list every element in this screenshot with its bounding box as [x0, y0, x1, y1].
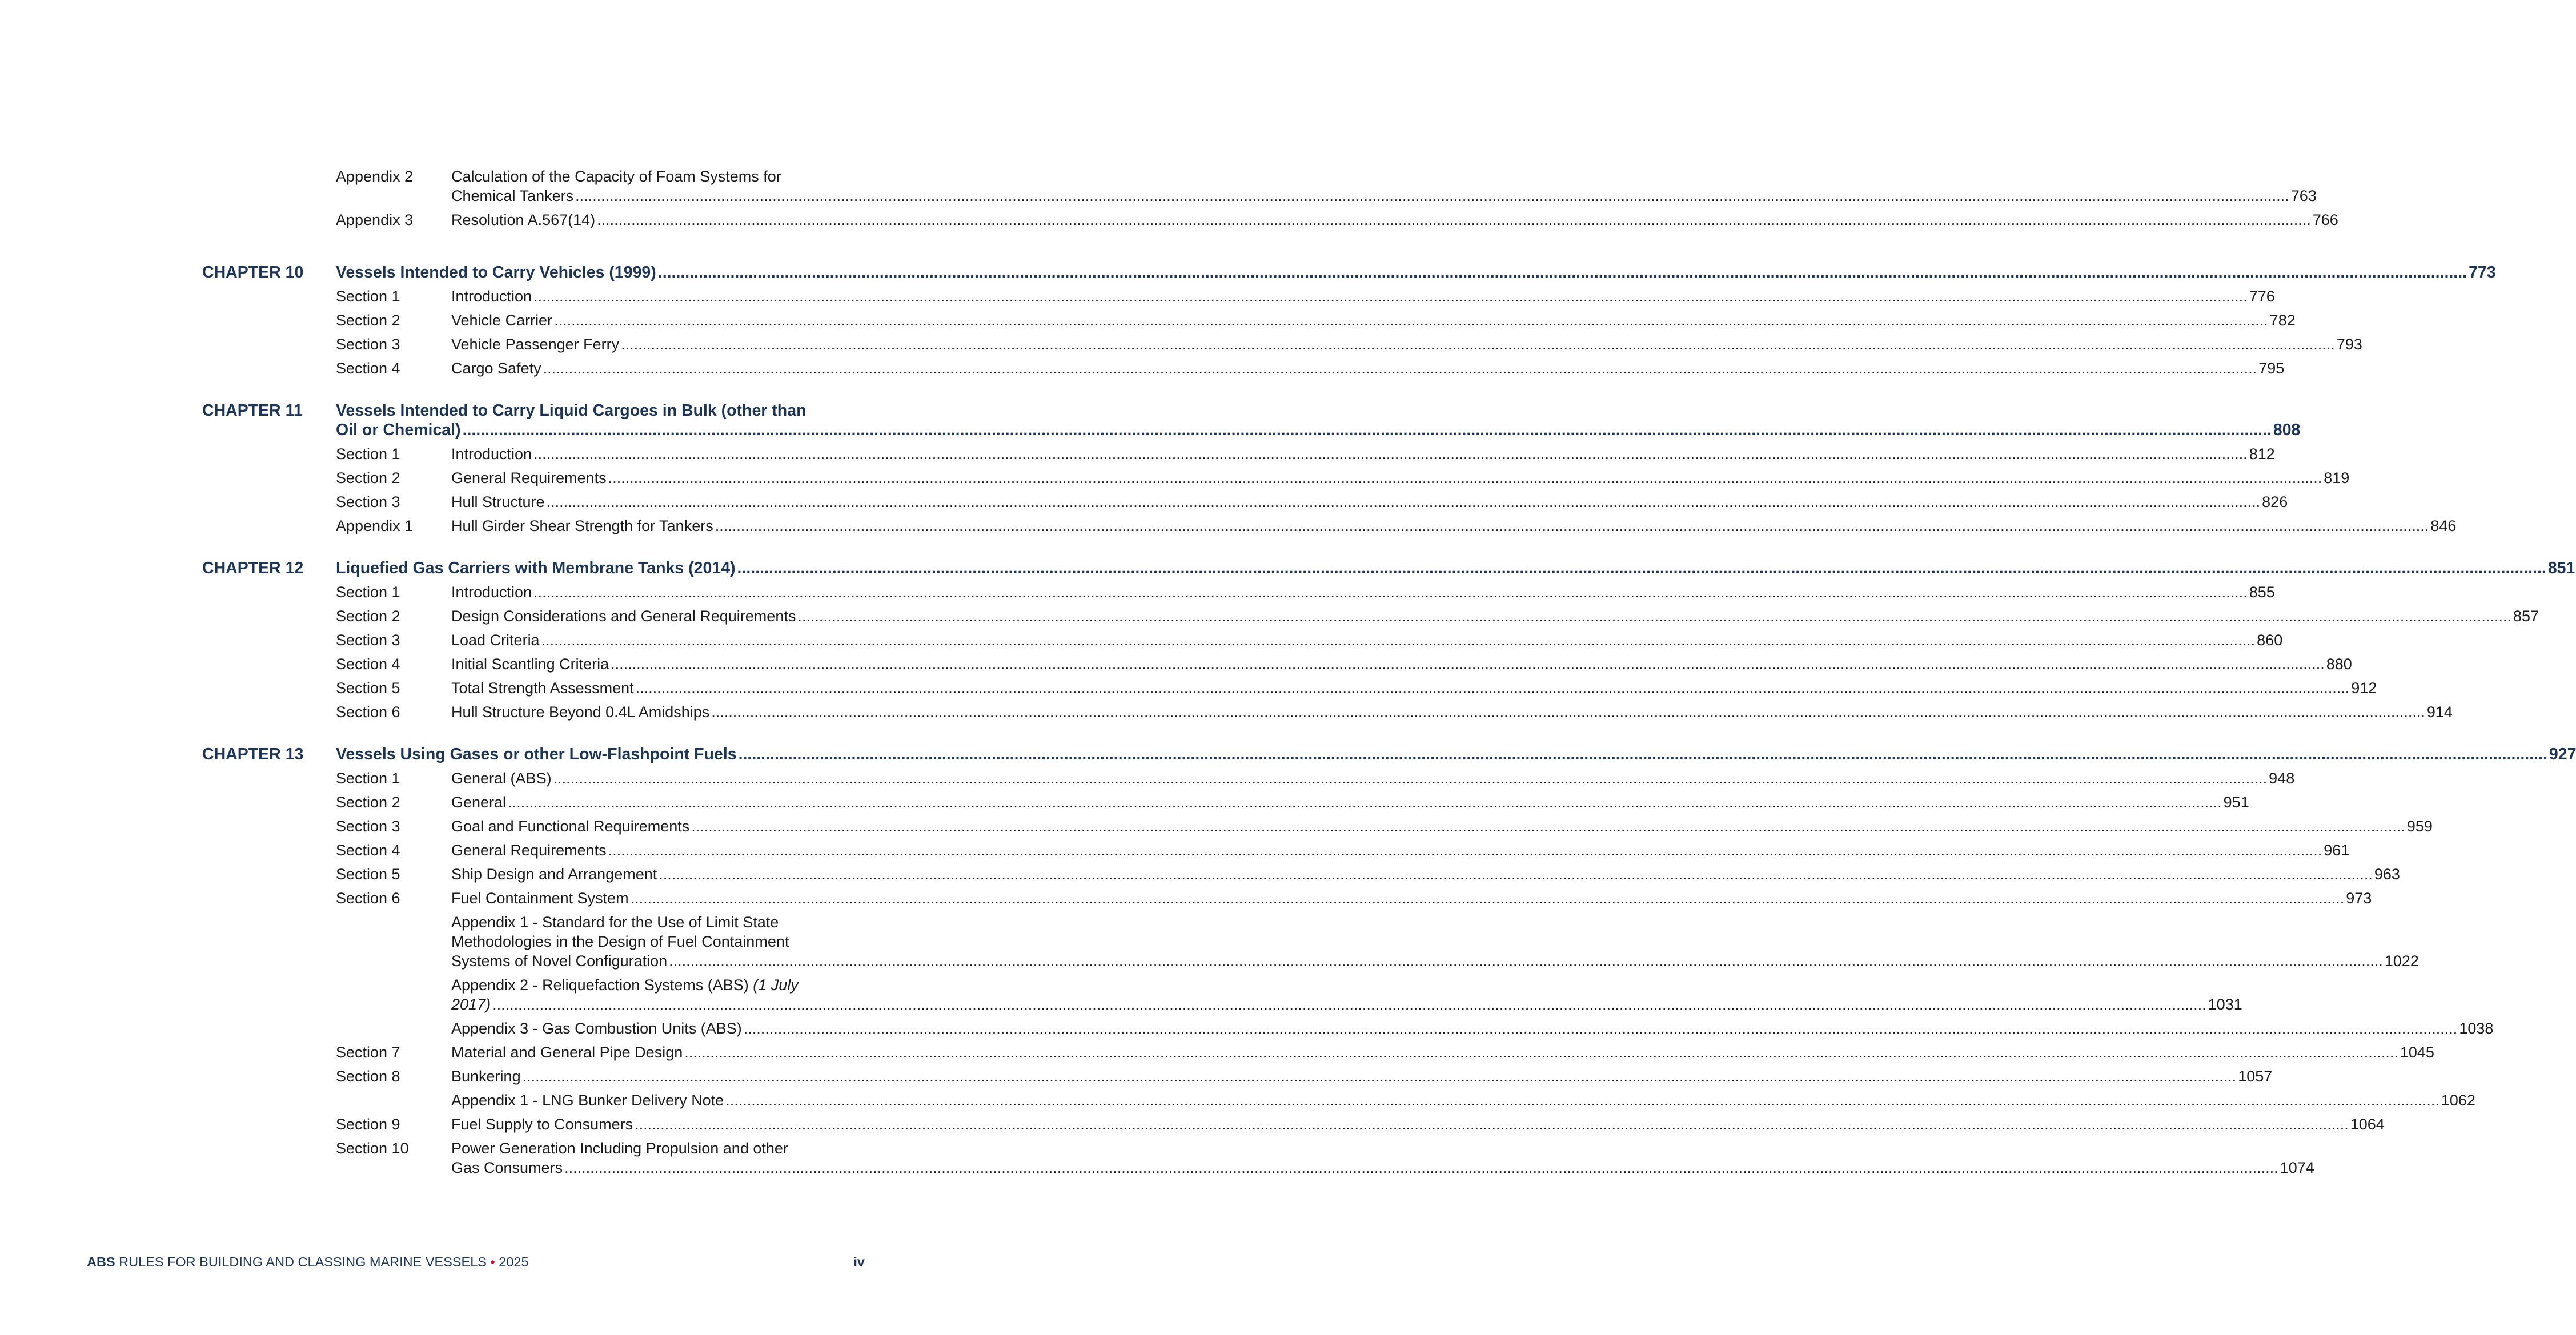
entry-title-last: Appendix 1 - LNG Bunker Delivery Note: [451, 1092, 724, 1109]
entry-page-number: 1038: [2459, 1020, 2494, 1037]
dot-leader: ................................................................................................................................................................................................................................................................................................................................................................................................................: [553, 770, 2268, 787]
entry-title-last: General Requirements: [451, 842, 607, 859]
toc-entry[interactable]: [336, 359, 2285, 378]
toc-leader-line: [451, 654, 2352, 674]
chapter-block: [202, 558, 2575, 722]
entry-title-last: Initial Scantling Criteria: [451, 656, 609, 673]
toc-entry[interactable]: [336, 468, 2350, 488]
entry-title: [451, 678, 2377, 698]
dot-leader: ................................................................................................................................................................................................................................................................................................................................................................................................................: [541, 632, 2256, 649]
toc-leader-line: [451, 1158, 2314, 1177]
toc-leader-line: [451, 311, 2296, 330]
toc-entry[interactable]: [336, 975, 2242, 1014]
chapter-label: CHAPTER 13: [202, 745, 304, 763]
toc-leader-line: [451, 359, 2285, 378]
entry-title: [451, 793, 2249, 812]
entry-title: [451, 1139, 2314, 1177]
entry-title-last: Ship Design and Arrangement: [451, 866, 657, 883]
toc-leader-line: [451, 582, 2275, 602]
entry-title-note: (1 July: [753, 976, 799, 994]
entry-title: [451, 975, 2242, 1014]
entry-label: Appendix 1: [336, 517, 414, 534]
footer-doc-title: RULES FOR BUILDING AND CLASSING MARINE VESSELS: [119, 1254, 487, 1269]
dot-leader: ................................................................................................................................................................................................................................................................................................................................................................................................................: [743, 1020, 2458, 1037]
chapter-label: CHAPTER 12: [202, 559, 304, 577]
dot-leader: ................................................................................................................................................................................................................................................................................................................................................................................................................: [575, 187, 2289, 204]
toc-leader-line: [451, 516, 2457, 536]
toc-leader-line: [451, 769, 2295, 788]
footer-bullet: •: [490, 1254, 495, 1269]
entry-page-number: 855: [2249, 584, 2275, 601]
chapter-title: [336, 558, 2575, 578]
entry-title-last: Vessels Intended to Carry Vehicles (1999): [336, 263, 656, 282]
entry-page-number: 951: [2223, 794, 2249, 811]
toc-entry[interactable]: [336, 444, 2275, 464]
entry-title-last: Hull Structure Beyond 0.4L Amidships: [451, 703, 710, 721]
dot-leader: ................................................................................................................................................................................................................................................................................................................................................................................................................: [611, 656, 2325, 673]
dot-leader: ................................................................................................................................................................................................................................................................................................................................................................................................................: [462, 421, 2272, 439]
entry-title-last: Introduction: [451, 445, 532, 463]
entry-label: Section 1: [336, 288, 400, 305]
dot-leader: ................................................................................................................................................................................................................................................................................................................................................................................................................: [635, 1116, 2349, 1133]
entry-title: [451, 210, 2338, 230]
footer-title: [87, 1254, 529, 1270]
dot-leader: ................................................................................................................................................................................................................................................................................................................................................................................................................: [608, 842, 2322, 859]
entry-page-number: 826: [2262, 493, 2288, 510]
toc-leader-line: [336, 420, 2301, 440]
entry-title: [451, 630, 2283, 650]
entry-page-number: 766: [2312, 211, 2338, 228]
toc-entry[interactable]: [336, 1043, 2434, 1062]
dot-leader: ................................................................................................................................................................................................................................................................................................................................................................................................................: [659, 866, 2373, 883]
toc-leader-line: [451, 492, 2288, 512]
entry-page-number: 961: [2324, 842, 2350, 859]
entry-title-last: Resolution A.567(14): [451, 211, 596, 228]
entry-title-last: Liquefied Gas Carriers with Membrane Tanks (2014): [336, 559, 736, 577]
entry-label: Section 3: [336, 818, 400, 835]
dot-leader: ................................................................................................................................................................................................................................................................................................................................................................................................................: [533, 445, 2248, 463]
toc-leader-line: [451, 817, 2433, 836]
chapter-label: CHAPTER 11: [202, 401, 303, 420]
toc-leader-line: [451, 793, 2249, 812]
toc-entry[interactable]: [336, 1091, 2475, 1110]
entry-title: [451, 841, 2350, 860]
dot-leader: ................................................................................................................................................................................................................................................................................................................................................................................................................: [725, 1092, 2439, 1109]
toc-entry[interactable]: [336, 606, 2539, 626]
chapter-heading[interactable]: [202, 263, 2496, 282]
toc-entry[interactable]: [336, 793, 2249, 812]
toc-entry[interactable]: [336, 841, 2350, 860]
entry-title: [451, 1019, 2494, 1038]
dot-leader: ................................................................................................................................................................................................................................................................................................................................................................................................................: [533, 288, 2248, 305]
dot-leader: ................................................................................................................................................................................................................................................................................................................................................................................................................: [492, 996, 2206, 1013]
table-of-contents: [202, 162, 2576, 1200]
dot-leader: ................................................................................................................................................................................................................................................................................................................................................................................................................: [522, 1068, 2237, 1085]
entry-label: Section 7: [336, 1044, 400, 1061]
dot-leader: ................................................................................................................................................................................................................................................................................................................................................................................................................: [691, 818, 2405, 835]
dot-leader: ................................................................................................................................................................................................................................................................................................................................................................................................................: [564, 1159, 2278, 1176]
toc-leader-line: [451, 1091, 2475, 1110]
toc-entry[interactable]: [336, 287, 2275, 306]
entry-label: Section 3: [336, 632, 400, 649]
dot-leader: ................................................................................................................................................................................................................................................................................................................................................................................................................: [554, 312, 2268, 329]
entry-page-number: 959: [2406, 818, 2433, 835]
entry-list: [202, 167, 2338, 230]
dot-leader: ................................................................................................................................................................................................................................................................................................................................................................................................................: [737, 559, 2546, 577]
entry-title-last: Oil or Chemical): [336, 421, 461, 439]
entry-page-number: 1045: [2400, 1044, 2434, 1061]
entry-title-line: Calculation of the Capacity of Foam Systems for: [451, 168, 781, 185]
entry-label: Section 2: [336, 794, 400, 811]
chapter-heading[interactable]: [202, 745, 2576, 764]
toc-leader-line: [451, 678, 2377, 698]
entry-title-last: General: [451, 794, 507, 811]
entry-title: [451, 311, 2296, 330]
toc-leader-line: [451, 1115, 2385, 1134]
entry-title-last: Gas Consumers: [451, 1159, 563, 1176]
entry-title-last: Vehicle Carrier: [451, 312, 553, 329]
entry-page-number: 973: [2346, 890, 2372, 907]
entry-label: Section 3: [336, 336, 400, 353]
entry-title: [451, 1115, 2385, 1134]
entry-page-number: 819: [2324, 469, 2350, 486]
chapter-title: [336, 745, 2576, 764]
page-number: iv: [853, 1254, 865, 1269]
entry-title: [451, 817, 2433, 836]
entry-label: Section 2: [336, 469, 400, 486]
entry-label: Section 8: [336, 1068, 400, 1085]
entry-list: [202, 444, 2457, 536]
toc-leader-line: [451, 210, 2338, 230]
entry-title-last: Hull Structure: [451, 493, 545, 510]
entry-title: [451, 444, 2275, 464]
toc-leader-line: [451, 606, 2539, 626]
page-footer: [87, 1254, 865, 1270]
entry-title-last: Total Strength Assessment: [451, 679, 634, 697]
entry-page-number: 1022: [2384, 952, 2419, 970]
toc-entry[interactable]: [336, 678, 2377, 698]
entry-page-number: 860: [2257, 632, 2283, 649]
chapter-block: [202, 263, 2496, 378]
entry-page-number: 846: [2430, 517, 2457, 534]
entry-title-last: Introduction: [451, 584, 532, 601]
entry-page-number: 1064: [2350, 1116, 2385, 1133]
entry-title: [451, 864, 2400, 884]
entry-title-last: Introduction: [451, 288, 532, 305]
toc-leader-line: [451, 1067, 2273, 1086]
entry-list: [202, 582, 2539, 722]
entry-label: Section 1: [336, 770, 400, 787]
entry-page-number: 793: [2336, 336, 2362, 353]
toc-entry[interactable]: [336, 1139, 2314, 1177]
entry-title: [451, 582, 2275, 602]
dot-leader: ................................................................................................................................................................................................................................................................................................................................................................................................................: [546, 493, 2261, 510]
entry-title-last: Design Considerations and General Requirements: [451, 608, 796, 625]
entry-page-number: 857: [2513, 608, 2539, 625]
entry-page-number: 914: [2426, 703, 2453, 721]
entry-page-number: 763: [2290, 187, 2317, 204]
entry-title-line: Appendix 1 - Standard for the Use of Limit State: [451, 914, 779, 931]
dot-leader: ................................................................................................................................................................................................................................................................................................................................................................................................................: [597, 211, 2311, 228]
toc-leader-line: [451, 630, 2283, 650]
entry-page-number: 812: [2249, 445, 2275, 463]
toc-leader-line: [451, 864, 2400, 884]
entry-page-number: 948: [2269, 770, 2295, 787]
entry-page-number: 963: [2374, 866, 2400, 883]
toc-leader-line: [451, 1043, 2434, 1062]
entry-page-number: 851: [2547, 559, 2575, 577]
entry-label: Section 1: [336, 445, 400, 463]
entry-title-line: Vessels Intended to Carry Liquid Cargoes in Bulk (other than: [336, 401, 806, 420]
entry-title-last: Chemical Tankers: [451, 187, 574, 204]
toc-entry[interactable]: [336, 311, 2296, 330]
entry-title-last: Bunkering: [451, 1068, 521, 1085]
toc-entry[interactable]: [336, 492, 2288, 512]
toc-entry[interactable]: [336, 167, 2317, 206]
toc-entry[interactable]: [336, 912, 2419, 971]
toc-leader-line: [451, 702, 2453, 722]
dot-leader: ................................................................................................................................................................................................................................................................................................................................................................................................................: [533, 584, 2248, 601]
toc-leader-line: [451, 995, 2242, 1014]
entry-title-last: General Requirements: [451, 469, 607, 486]
entry-label: Section 3: [336, 493, 400, 510]
entry-title-text: Appendix 2 - Reliquefaction Systems (ABS): [451, 976, 753, 994]
dot-leader: ................................................................................................................................................................................................................................................................................................................................................................................................................: [635, 679, 2350, 697]
toc-entry[interactable]: [336, 654, 2352, 674]
entry-label: Section 4: [336, 360, 400, 377]
toc-leader-line: [336, 558, 2575, 578]
entry-title: [451, 287, 2275, 306]
entry-title: [451, 516, 2457, 536]
toc-entry[interactable]: [336, 582, 2275, 602]
continued-entries: [202, 167, 2338, 230]
entry-label: Section 2: [336, 312, 400, 329]
entry-label: Section 6: [336, 890, 400, 907]
entry-title: [451, 167, 2317, 206]
entry-title: [451, 1091, 2475, 1110]
toc-entry[interactable]: [336, 1067, 2273, 1086]
toc-entry[interactable]: [336, 817, 2433, 836]
toc-leader-line: [451, 186, 2317, 206]
footer-brand: ABS: [87, 1254, 115, 1269]
entry-page-number: 880: [2326, 656, 2352, 673]
dot-leader: ................................................................................................................................................................................................................................................................................................................................................................................................................: [657, 263, 2467, 282]
toc-leader-line: [451, 335, 2362, 354]
entry-title-last: Vehicle Passenger Ferry: [451, 336, 620, 353]
entry-page-number: 912: [2351, 679, 2377, 697]
entry-title-last: [451, 995, 491, 1014]
entry-title: [451, 335, 2362, 354]
entry-title-line: Methodologies in the Design of Fuel Containment: [451, 933, 789, 950]
toc-leader-line: [336, 263, 2496, 282]
entry-title-last: Material and General Pipe Design: [451, 1044, 683, 1061]
toc-entry[interactable]: [336, 210, 2338, 230]
entry-title: [451, 769, 2295, 788]
entry-page-number: 795: [2258, 360, 2285, 377]
entry-title-note: 2017): [451, 996, 491, 1013]
toc-leader-line: [451, 841, 2350, 860]
entry-title: [451, 1043, 2434, 1062]
toc-entry[interactable]: [336, 1115, 2385, 1134]
dot-leader: ................................................................................................................................................................................................................................................................................................................................................................................................................: [630, 890, 2345, 907]
entry-label: Section 2: [336, 608, 400, 625]
dot-leader: ................................................................................................................................................................................................................................................................................................................................................................................................................: [684, 1044, 2398, 1061]
entry-page-number: 782: [2269, 312, 2296, 329]
entry-title-last: Fuel Containment System: [451, 890, 629, 907]
chapter-block: [202, 401, 2457, 536]
entry-label: Section 5: [336, 866, 400, 883]
entry-title: [451, 468, 2350, 488]
entry-page-number: 927: [2549, 745, 2576, 763]
entry-label: Section 9: [336, 1116, 400, 1133]
entry-label: Section 6: [336, 703, 400, 721]
toc-leader-line: [451, 1019, 2494, 1038]
entry-label: Appendix 2: [336, 168, 414, 185]
entry-title-last: Goal and Functional Requirements: [451, 818, 690, 835]
entry-page-number: 1074: [2280, 1159, 2314, 1176]
entry-title-last: Fuel Supply to Consumers: [451, 1116, 633, 1133]
toc-entry[interactable]: [336, 864, 2400, 884]
toc-entry[interactable]: [336, 769, 2295, 788]
chapter-title: [336, 263, 2496, 282]
entry-list: [202, 769, 2494, 1177]
toc-entry[interactable]: [336, 516, 2457, 536]
chapter-heading[interactable]: [202, 558, 2575, 578]
chapter-label: CHAPTER 10: [202, 263, 304, 282]
dot-leader: ................................................................................................................................................................................................................................................................................................................................................................................................................: [797, 608, 2511, 625]
entry-title-last: Cargo Safety: [451, 360, 541, 377]
chapter-block: [202, 745, 2576, 1177]
entry-page-number: 773: [2469, 263, 2496, 282]
entry-title-line: [451, 975, 865, 995]
toc-leader-line: [451, 444, 2275, 464]
entry-label: Section 4: [336, 656, 400, 673]
entry-label: Appendix 3: [336, 211, 414, 228]
chapter-heading[interactable]: [202, 401, 2301, 440]
entry-label: Section 5: [336, 679, 400, 697]
toc-entry[interactable]: [336, 335, 2362, 354]
entry-page-number: 1057: [2238, 1068, 2273, 1085]
footer-year: 2025: [499, 1254, 529, 1269]
toc-leader-line: [451, 468, 2350, 488]
entry-page-number: 1062: [2441, 1092, 2475, 1109]
entry-title-last: Appendix 3 - Gas Combustion Units (ABS): [451, 1020, 742, 1037]
entry-title: [451, 888, 2372, 908]
entry-title: [451, 912, 2419, 971]
entry-label: Section 1: [336, 584, 400, 601]
dot-leader: ................................................................................................................................................................................................................................................................................................................................................................................................................: [608, 469, 2322, 486]
dot-leader: ................................................................................................................................................................................................................................................................................................................................................................................................................: [711, 703, 2425, 721]
entry-title: [451, 606, 2539, 626]
entry-title-line: Power Generation Including Propulsion and other: [451, 1140, 788, 1157]
entry-title: [451, 492, 2288, 512]
entry-label: Section 10: [336, 1140, 409, 1157]
entry-title: [451, 702, 2453, 722]
dot-leader: ................................................................................................................................................................................................................................................................................................................................................................................................................: [543, 360, 2257, 377]
toc-entry[interactable]: [336, 1019, 2494, 1038]
toc-leader-line: [336, 745, 2576, 764]
entry-list: [202, 287, 2362, 378]
dot-leader: ................................................................................................................................................................................................................................................................................................................................................................................................................: [508, 794, 2222, 811]
chapter-title: [336, 401, 2301, 440]
entry-page-number: 808: [2273, 421, 2301, 439]
dot-leader: ................................................................................................................................................................................................................................................................................................................................................................................................................: [738, 745, 2547, 763]
entry-page-number: 1031: [2208, 996, 2242, 1013]
entry-page-number: 776: [2249, 288, 2275, 305]
toc-leader-line: [451, 287, 2275, 306]
toc-entry[interactable]: [336, 702, 2453, 722]
entry-title-last: Load Criteria: [451, 632, 540, 649]
dot-leader: ................................................................................................................................................................................................................................................................................................................................................................................................................: [621, 336, 2335, 353]
dot-leader: ................................................................................................................................................................................................................................................................................................................................................................................................................: [715, 517, 2429, 534]
entry-title-last: General (ABS): [451, 770, 552, 787]
entry-title: [451, 359, 2285, 378]
toc-entry[interactable]: [336, 630, 2283, 650]
entry-title-last: Vessels Using Gases or other Low-Flashpoint Fuels: [336, 745, 737, 763]
entry-title-last: Systems of Novel Configuration: [451, 952, 668, 970]
entry-title: [451, 1067, 2273, 1086]
toc-leader-line: [451, 888, 2372, 908]
dot-leader: ................................................................................................................................................................................................................................................................................................................................................................................................................: [669, 952, 2383, 970]
entry-title-last: Hull Girder Shear Strength for Tankers: [451, 517, 713, 534]
entry-label: Section 4: [336, 842, 400, 859]
toc-leader-line: [451, 951, 2419, 971]
toc-entry[interactable]: [336, 888, 2372, 908]
entry-title: [451, 654, 2352, 674]
